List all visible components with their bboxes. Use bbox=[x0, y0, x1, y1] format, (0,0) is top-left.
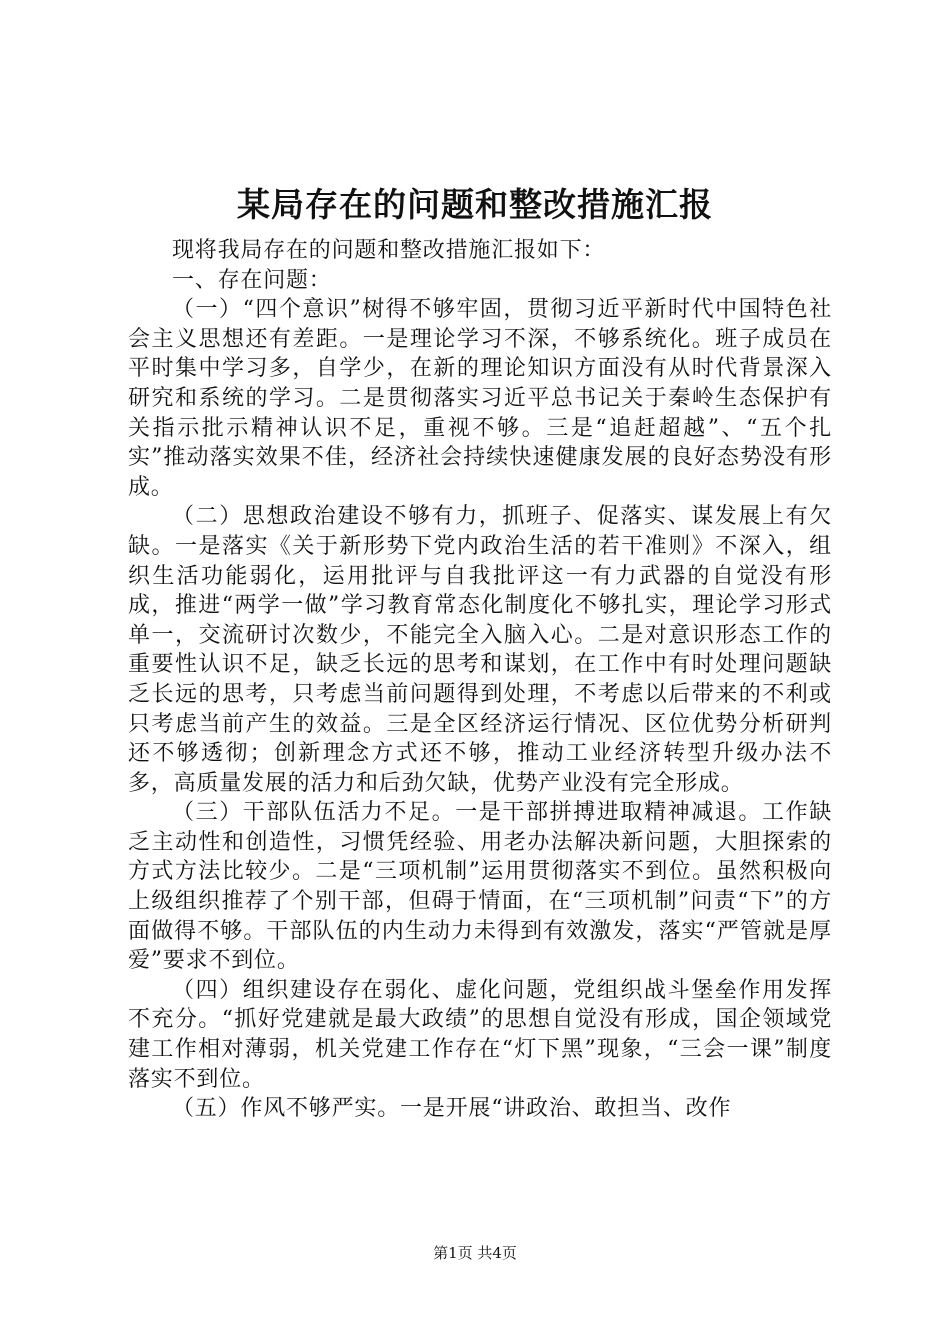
document-title: 某局存在的问题和整改措施汇报 bbox=[237, 185, 713, 224]
problem-paragraph-3: （三）干部队伍活力不足。一是干部拼搏进取精神减退。工作缺乏主动性和创造性，习惯凭经验、用老办法解决新问题，大胆探索的方式方法比较少。二是“三项机制”运用贯彻落实不到位。虽然积极向上级组织推荐了个别干部，但碍于情面，在“三项机制”问责“下”的方面做得不够。干部队伍的内生动力未得到有效激发，落实“严管就是厚爱”要求不到位。 bbox=[128, 800, 832, 974]
page-number-footer: 第1页 共4页 bbox=[433, 1244, 517, 1262]
section-heading: 一、存在问题： bbox=[172, 267, 332, 293]
problem-paragraph-4: （四）组织建设存在弱化、虚化问题，党组织战斗堡垒作用发挥不充分。“抓好党建就是最大政绩”的思想自觉没有形成，国企领域党建工作相对薄弱，机关党建工作存在“灯下黑”现象，“三会一课”制度落实不到位。 bbox=[128, 977, 832, 1092]
problem-paragraph-5: （五）作风不够严实。一是开展“讲政治、敢担当、改作 bbox=[172, 1096, 732, 1122]
document-body bbox=[128, 236, 832, 1124]
intro-paragraph: 现将我局存在的问题和整改措施汇报如下： bbox=[172, 238, 606, 263]
problem-paragraph-2: （二）思想政治建设不够有力，抓班子、促落实、谋发展上有欠缺。一是落实《关于新形势下党内政治生活的若干准则》不深入，组织生活功能弱化，运用批评与自我批评这一有力武器的自觉没有形成，推进“两学一做”学习教育常态化制度化不够扎实，理论学习形式单一，交流研讨次数少，不能完全入脑入心。二是对意识形态工作的重要性认识不足，缺乏长远的思考和谋划，在工作中有时处理问题缺乏长远的思考，只考虑当前问题得到处理，不考虑以后带来的不利或只考虑当前产生的效益。三是全区经济运行情况、区位优势分析研判还不够透彻；创新理念方式还不够，推动工业经济转型升级办法不多，高质量发展的活力和后劲欠缺，优势产业没有完全形成。 bbox=[128, 504, 832, 796]
problem-paragraph-1: （一）“四个意识”树得不够牢固，贯彻习近平新时代中国特色社会主义思想还有差距。一是理论学习不深，不够系统化。班子成员在平时集中学习多，自学少，在新的理论知识方面没有从时代背景深入研究和系统的学习。二是贯彻落实习近平总书记关于秦岭生态保护有关指示批示精神认识不足，重视不够。三是“追赶超越”、“五个扎实”推动落实效果不佳，经济社会持续快速健康发展的良好态势没有形成。 bbox=[128, 297, 832, 500]
